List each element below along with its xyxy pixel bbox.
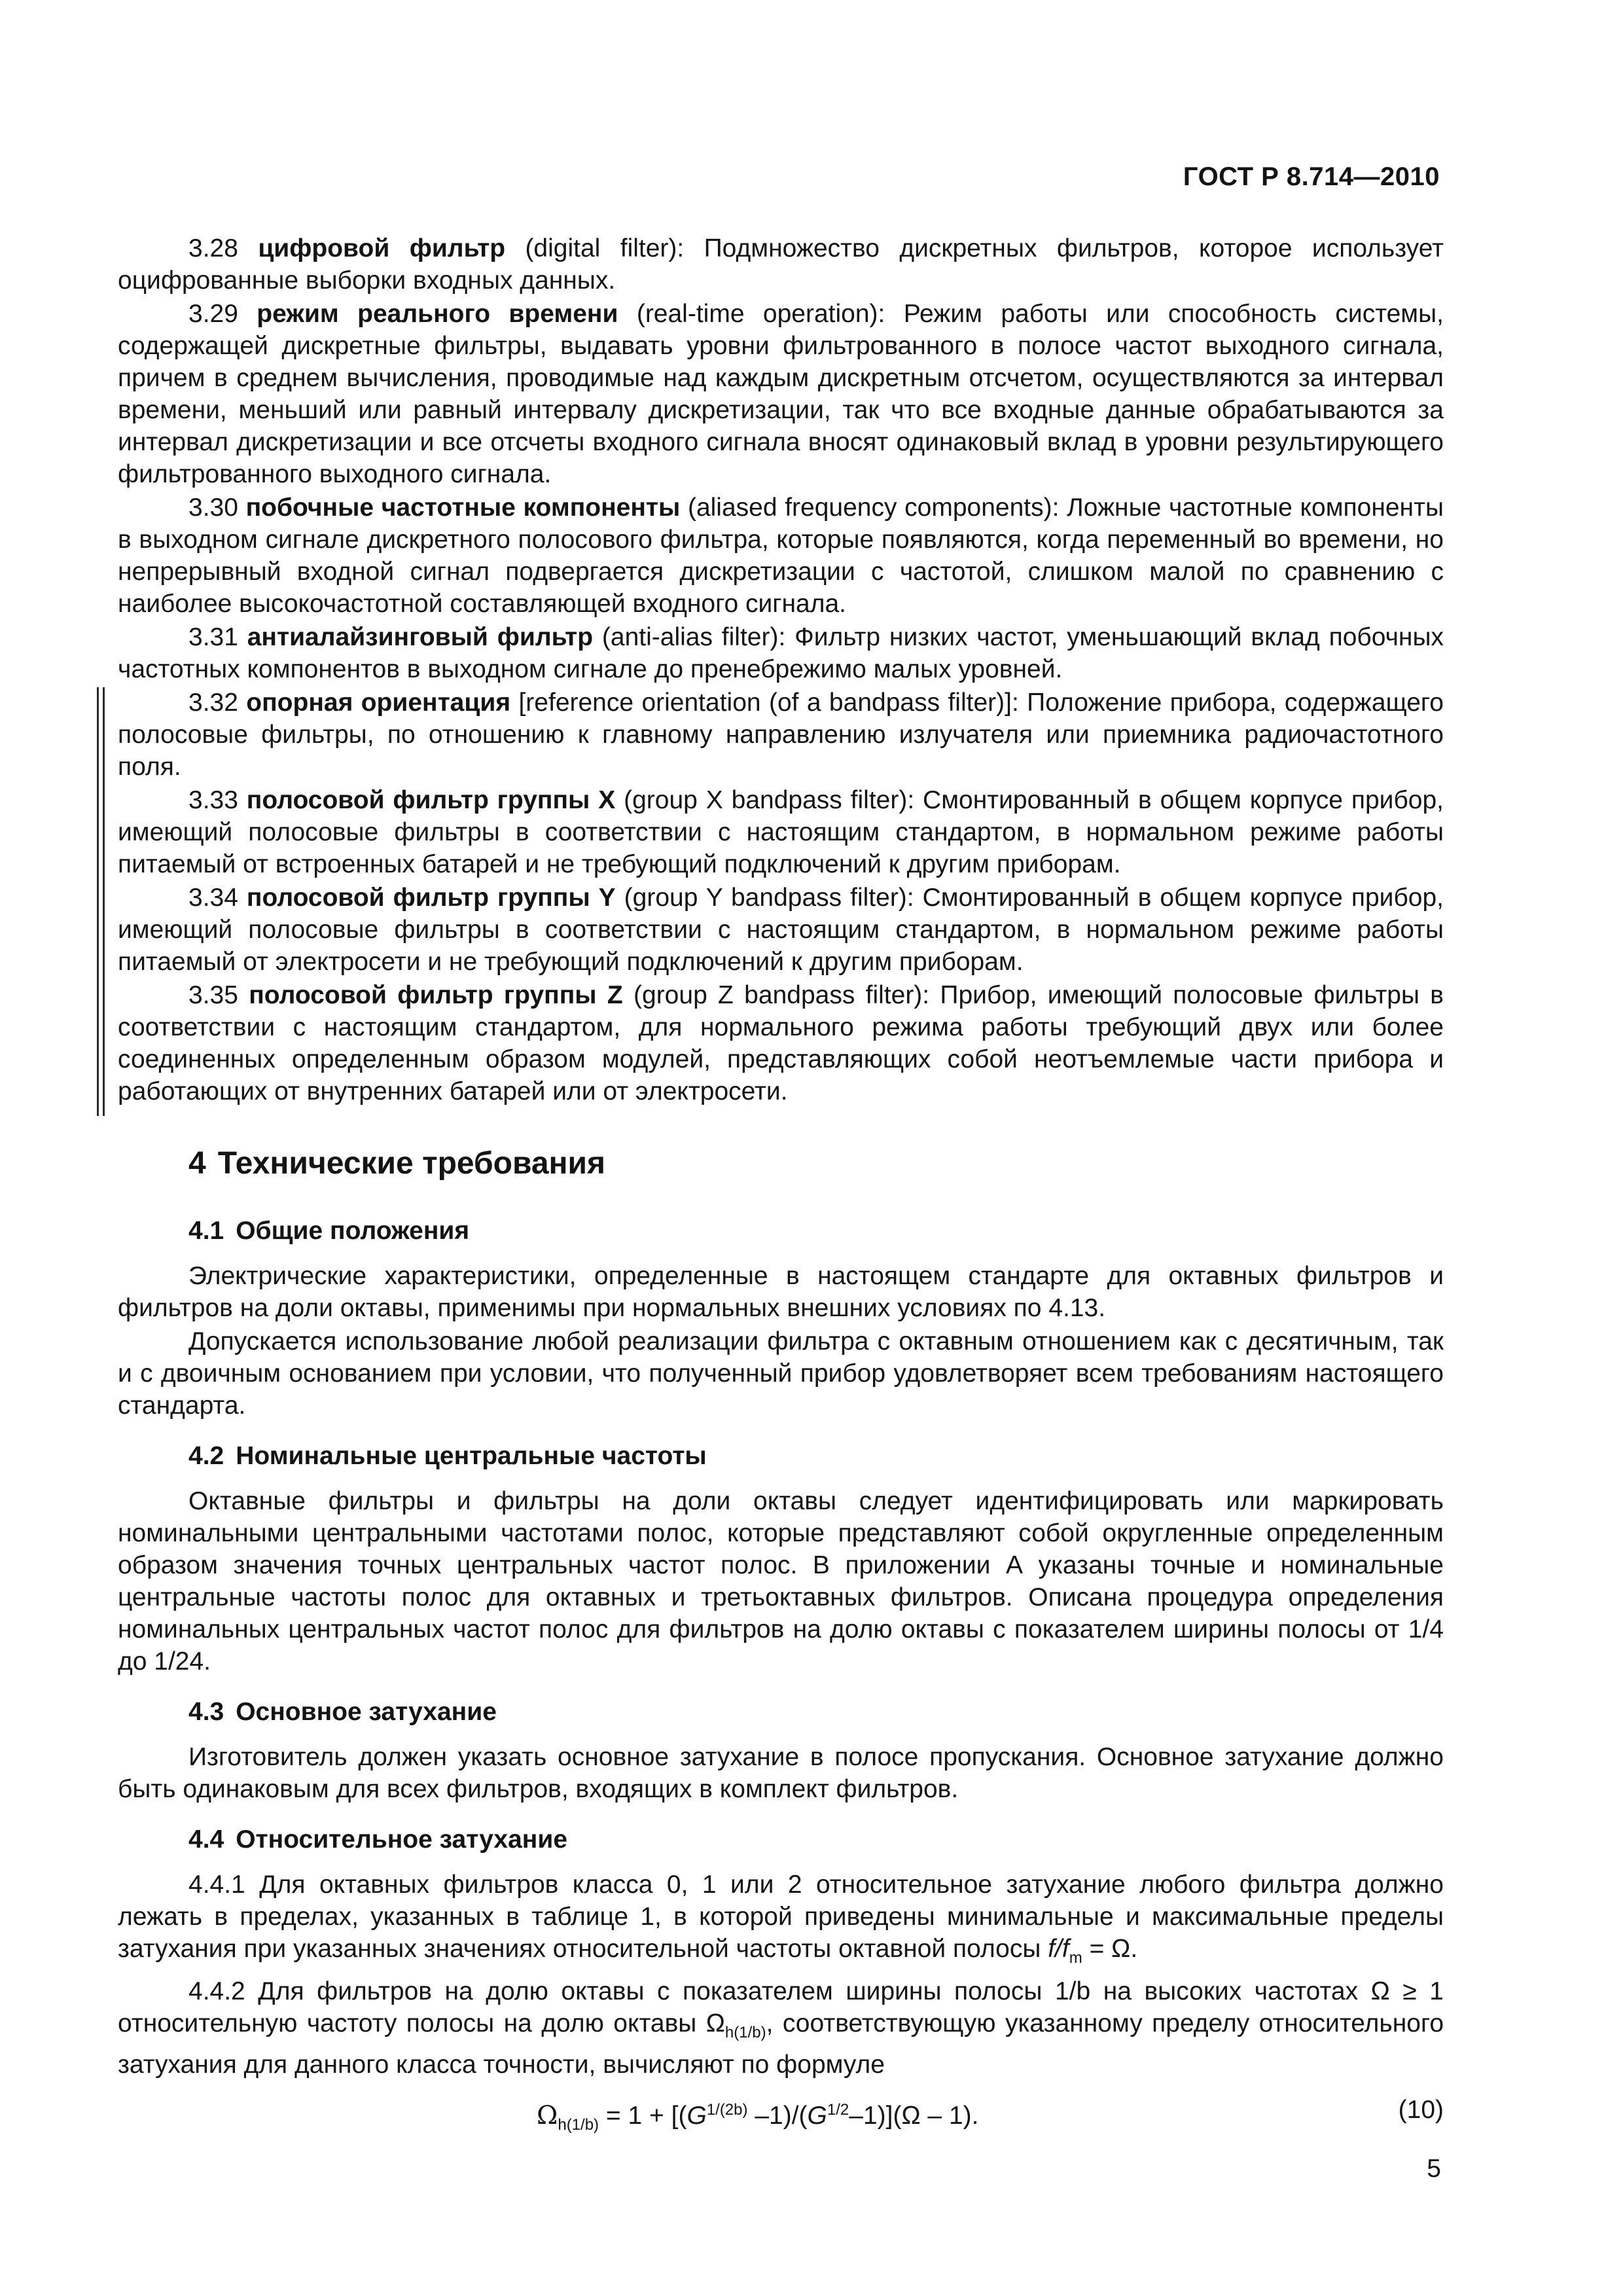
term-reference-orientation: опорная ориентация <box>246 689 511 717</box>
section-4-1-heading: 4.1 Общие положения <box>188 1217 470 1245</box>
term-anti-alias: антиалайзинговый фильтр <box>247 623 594 651</box>
definition-3-29: 3.29 режим реального времени (real-time operation): Режим работы или способность системы, содержащей дискретные фильтры, выдавать уровни фильтрованного в полосе частот выходного сигнала, причем в среднем вычисления, проводимые над каждым дискретным отсчетом, осуществляются за интервал времени, меньший или равный интервалу дискретизации, так что все входные данные обрабатываются за интервал дискретизации и все отсчеты входного сигнала вносят одинаковый вклад в уровни результирующего фильтрованного выходного сигнала. <box>118 300 1444 488</box>
term-group-y: полосовой фильтр группы Y <box>246 884 616 912</box>
formula-number: (10) <box>1398 2095 1444 2124</box>
section-4-3-heading: 4.3 Основное затухание <box>188 1698 497 1726</box>
section-4-4-heading: 4.4 Относительное затухание <box>188 1825 568 1854</box>
term-digital-filter: цифровой фильтр <box>258 234 506 262</box>
section-4-1-para-2: Допускается использование любой реализации фильтра с октавным отношением как с десятичным, так и с двоичным основанием при условии, что полученный прибор удовлетворяет всем требованиям настоящего стандарта. <box>118 1327 1444 1420</box>
change-bar <box>97 687 105 1116</box>
section-4-2-para-1: Октавные фильтры и фильтры на доли октавы следует идентифицировать или маркировать номинальными центральными частотами полос, которые представляют собой округленные определенным образом значения точных центральных частот полос. В приложении А указаны точные и номинальные центральные частоты полос для октавных и третьоктавных фильтров. Описана процедура определения номинальных центральных частот полос для фильтров на долю октавы с показателем ширины полосы от 1/4 до 1/24. <box>118 1487 1444 1676</box>
definition-3-31: 3.31 антиалайзинговый фильтр (anti-alias filter): Фильтр низких частот, уменьшающий вклад побочных частотных компонентов в выходном сигнале до пренебрежимо малых уровней. <box>118 623 1444 683</box>
section-4-2-heading: 4.2 Номинальные центральные частоты <box>188 1442 707 1470</box>
section-4-1-para-1: Электрические характеристики, определенные в настоящем стандарте для октавных фильтров и фильтров на доли октавы, применимы при нормальных внешних условиях по 4.13. <box>118 1262 1444 1322</box>
definition-3-32: 3.32 опорная ориентация [reference orientation (of a bandpass filter)]: Положение прибора, содержащего полосовые фильтры, по отношению к главному направлению излучателя или приемника радиочастотного поля. <box>118 689 1444 781</box>
term-real-time: режим реального времени <box>257 300 618 328</box>
definition-3-28: 3.28 цифровой фильтр (digital filter): Подмножество дискретных фильтров, которое использует оцифрованные выборки входных данных. <box>118 234 1444 295</box>
page-number: 5 <box>1427 2155 1441 2183</box>
definition-3-30: 3.30 побочные частотные компоненты (aliased frequency components): Ложные частотные компоненты в выходном сигнале дискретного полосового фильтра, которые появляются, когда переменный во времени, но непрерывный входной сигнал подвергается дискретизации с частотой, слишком малой по сравнению с наиболее высокочастотной составляющей входного сигнала. <box>118 493 1444 618</box>
definition-3-33: 3.33 полосовой фильтр группы X (group X bandpass filter): Смонтированный в общем корпусе прибор, имеющий полосовые фильтры в соответствии с настоящим стандартом, в нормальном режиме работы питаемый от встроенных батарей и не требующий подключений к другим приборам. <box>118 786 1444 878</box>
section-4-3-para-1: Изготовитель должен указать основное затухание в полосе пропускания. Основное затухание должно быть одинаковым для всех фильтров, входящих в комплект фильтров. <box>118 1743 1444 1803</box>
formula-expression: $\Omega_{h(1/b)} = 1 + [(G^{1/(2b)}$ $-1)/(G^{1/2}-1)](\Omega - 1)$. <box>537 2100 979 2134</box>
standard-header: ГОСТ Р 8.714—2010 <box>1183 162 1440 191</box>
section-4-4-2-para: 4.4.2 Для фильтров на долю октавы с показателем ширины полосы 1/b на высоких частотах Ω ≥ 1 относительную частоту полосы на долю октавы $\Omega_{h(1/b)}$, соответствующую указанному пределу относительного затухания для данного класса точности, вычисляют по формуле <box>118 1977 1444 2079</box>
formula-10 <box>118 2090 1444 2137</box>
definition-3-35: 3.35 полосовой фильтр группы Z (group Z bandpass filter): Прибор, имеющий полосовые фильтры в соответствии с настоящим стандартом, для нормального режима работы требующий двух или более соединенных определенным образом модулей, представляющих собой неотъемлемые части прибора и работающих от внутренних батарей или от электросети. <box>118 981 1444 1105</box>
term-aliased: побочные частотные компоненты <box>245 493 681 522</box>
section-4-4-1-para: 4.4.1 Для октавных фильтров класса 0, 1 или 2 относительное затухание любого фильтра должно лежать в пределах, указанных в таблице 1, в которой приведены минимальные и максимальные пределы затухания при указанных значениях относительной частоты октавной полосы $f/f_m = \Omega$. <box>118 1871 1444 1967</box>
term-group-x: полосовой фильтр группы X <box>246 786 616 814</box>
page-content <box>118 232 1444 2137</box>
section-4-heading: 4 Технические требования <box>188 1146 606 1181</box>
term-group-z: полосовой фильтр группы Z <box>249 981 623 1009</box>
definition-3-34: 3.34 полосовой фильтр группы Y (group Y bandpass filter): Смонтированный в общем корпусе прибор, имеющий полосовые фильтры в соответствии с настоящим стандартом, в нормальном режиме работы питаемый от электросети и не требующий подключений к другим приборам. <box>118 884 1444 976</box>
